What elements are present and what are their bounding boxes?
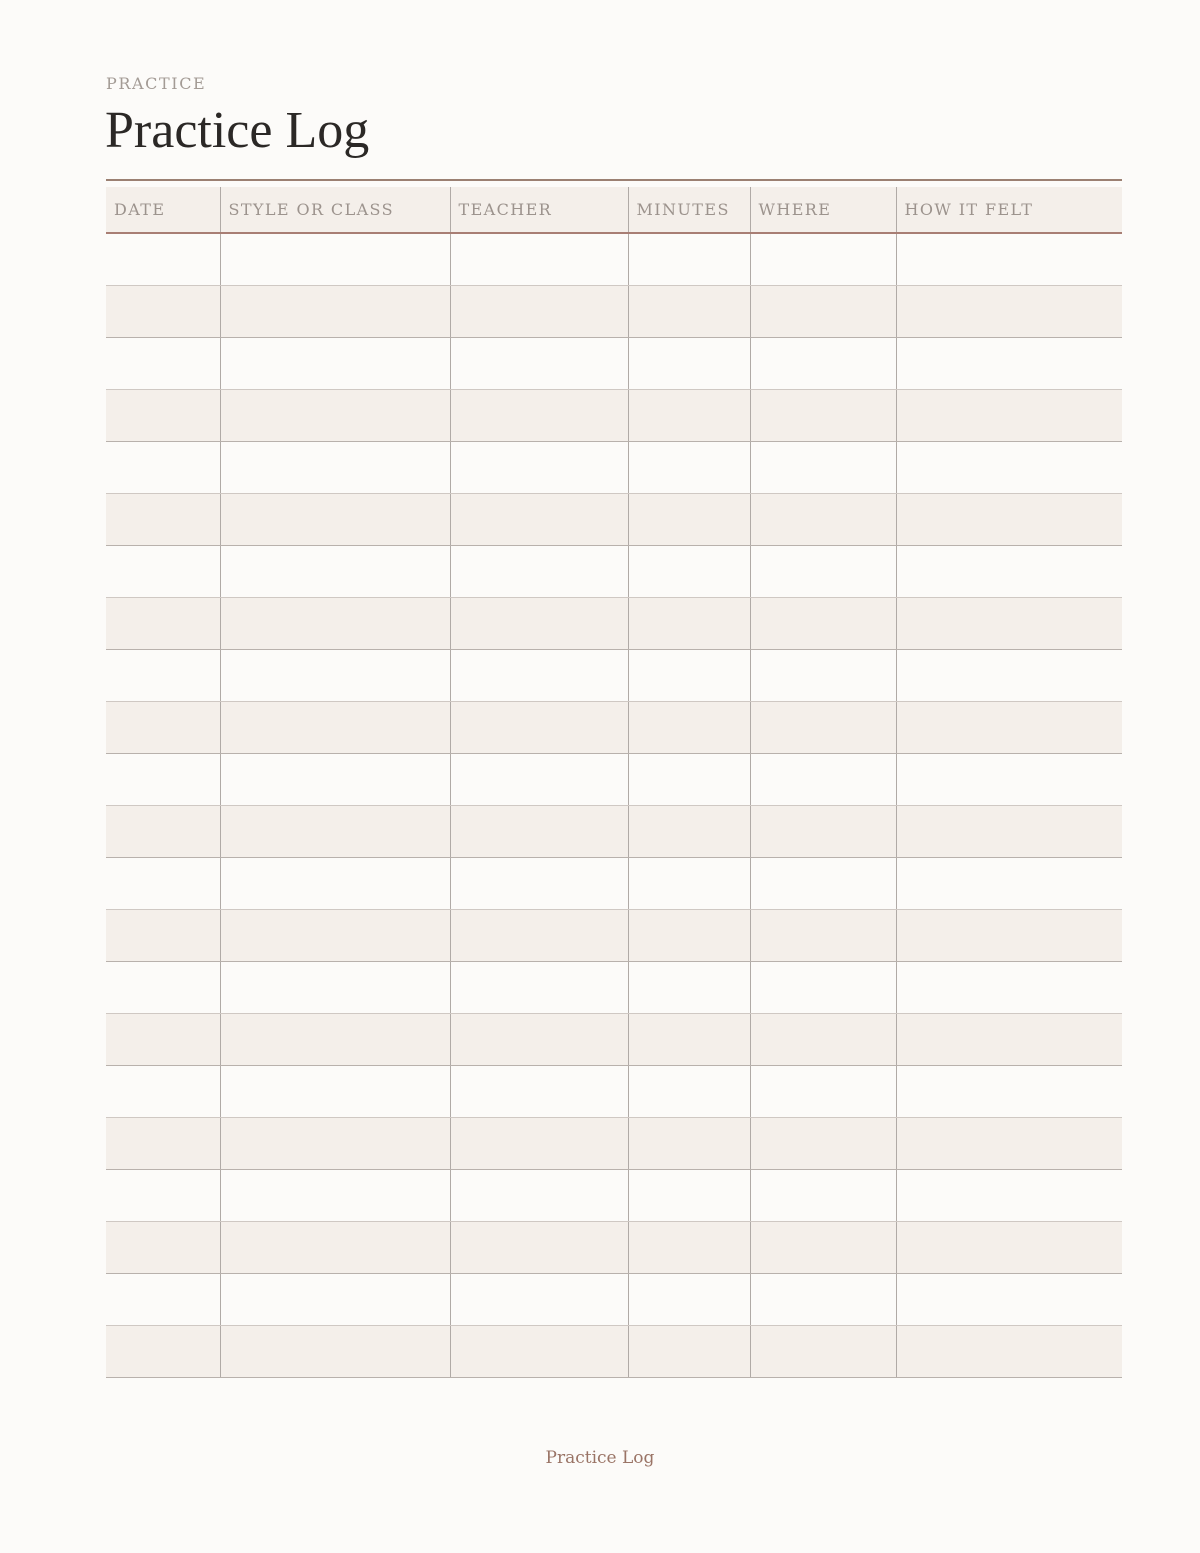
cell-style-or-class[interactable] bbox=[220, 597, 450, 649]
table-row bbox=[106, 441, 1122, 493]
cell-how-it-felt[interactable] bbox=[896, 857, 1122, 909]
cell-style-or-class[interactable] bbox=[220, 701, 450, 753]
cell-minutes[interactable] bbox=[628, 545, 750, 597]
practice-log-table bbox=[106, 187, 1122, 1378]
cell-minutes[interactable] bbox=[628, 597, 750, 649]
cell-teacher[interactable] bbox=[450, 597, 628, 649]
cell-date[interactable] bbox=[106, 1221, 220, 1273]
cell-teacher[interactable] bbox=[450, 1117, 628, 1169]
cell-date[interactable] bbox=[106, 701, 220, 753]
cell-teacher[interactable] bbox=[450, 1013, 628, 1065]
cell-minutes[interactable] bbox=[628, 1013, 750, 1065]
cell-how-it-felt[interactable] bbox=[896, 233, 1122, 285]
cell-where[interactable] bbox=[750, 545, 896, 597]
cell-how-it-felt[interactable] bbox=[896, 909, 1122, 961]
cell-where[interactable] bbox=[750, 1325, 896, 1377]
table-row bbox=[106, 753, 1122, 805]
cell-where[interactable] bbox=[750, 493, 896, 545]
cell-date[interactable] bbox=[106, 337, 220, 389]
cell-where[interactable] bbox=[750, 1221, 896, 1273]
cell-style-or-class[interactable] bbox=[220, 805, 450, 857]
cell-teacher[interactable] bbox=[450, 1065, 628, 1117]
table-row bbox=[106, 857, 1122, 909]
cell-minutes[interactable] bbox=[628, 701, 750, 753]
cell-how-it-felt[interactable] bbox=[896, 1065, 1122, 1117]
cell-how-it-felt[interactable] bbox=[896, 389, 1122, 441]
cell-where[interactable] bbox=[750, 753, 896, 805]
cell-minutes[interactable] bbox=[628, 1065, 750, 1117]
cell-how-it-felt[interactable] bbox=[896, 1273, 1122, 1325]
cell-date[interactable] bbox=[106, 857, 220, 909]
cell-style-or-class[interactable] bbox=[220, 545, 450, 597]
cell-where[interactable] bbox=[750, 597, 896, 649]
cell-where[interactable] bbox=[750, 1117, 896, 1169]
cell-style-or-class[interactable] bbox=[220, 1273, 450, 1325]
table-row bbox=[106, 233, 1122, 285]
cell-teacher[interactable] bbox=[450, 493, 628, 545]
table-header-row bbox=[106, 187, 1122, 233]
table-row bbox=[106, 1013, 1122, 1065]
cell-style-or-class[interactable] bbox=[220, 649, 450, 701]
cell-date[interactable] bbox=[106, 1065, 220, 1117]
cell-how-it-felt[interactable] bbox=[896, 285, 1122, 337]
table-row bbox=[106, 597, 1122, 649]
cell-teacher[interactable] bbox=[450, 701, 628, 753]
table-row bbox=[106, 337, 1122, 389]
cell-how-it-felt[interactable] bbox=[896, 337, 1122, 389]
table-row bbox=[106, 1169, 1122, 1221]
cell-how-it-felt[interactable] bbox=[896, 1117, 1122, 1169]
table-row bbox=[106, 1117, 1122, 1169]
cell-teacher[interactable] bbox=[450, 233, 628, 285]
cell-how-it-felt[interactable] bbox=[896, 441, 1122, 493]
cell-minutes[interactable] bbox=[628, 337, 750, 389]
cell-date[interactable] bbox=[106, 285, 220, 337]
cell-style-or-class[interactable] bbox=[220, 909, 450, 961]
table-row bbox=[106, 389, 1122, 441]
cell-how-it-felt[interactable] bbox=[896, 597, 1122, 649]
cell-style-or-class[interactable] bbox=[220, 441, 450, 493]
page-title: Practice Log bbox=[105, 102, 370, 159]
cell-teacher[interactable] bbox=[450, 753, 628, 805]
cell-date[interactable] bbox=[106, 1169, 220, 1221]
column-header-where: WHERE bbox=[750, 187, 896, 233]
column-header-teacher: TEACHER bbox=[450, 187, 628, 233]
cell-style-or-class[interactable] bbox=[220, 1013, 450, 1065]
cell-minutes[interactable] bbox=[628, 1169, 750, 1221]
cell-where[interactable] bbox=[750, 1013, 896, 1065]
cell-style-or-class[interactable] bbox=[220, 1169, 450, 1221]
cell-date[interactable] bbox=[106, 493, 220, 545]
cell-teacher[interactable] bbox=[450, 1221, 628, 1273]
table-row bbox=[106, 545, 1122, 597]
table-header bbox=[106, 187, 1122, 233]
cell-teacher[interactable] bbox=[450, 961, 628, 1013]
cell-teacher[interactable] bbox=[450, 649, 628, 701]
cell-date[interactable] bbox=[106, 1325, 220, 1377]
cell-teacher[interactable] bbox=[450, 1273, 628, 1325]
cell-style-or-class[interactable] bbox=[220, 857, 450, 909]
cell-teacher[interactable] bbox=[450, 857, 628, 909]
cell-date[interactable] bbox=[106, 753, 220, 805]
table-row bbox=[106, 1221, 1122, 1273]
cell-style-or-class[interactable] bbox=[220, 1065, 450, 1117]
cell-where[interactable] bbox=[750, 1273, 896, 1325]
cell-date[interactable] bbox=[106, 1117, 220, 1169]
cell-teacher[interactable] bbox=[450, 337, 628, 389]
cell-date[interactable] bbox=[106, 649, 220, 701]
cell-where[interactable] bbox=[750, 285, 896, 337]
cell-where[interactable] bbox=[750, 805, 896, 857]
cell-style-or-class[interactable] bbox=[220, 493, 450, 545]
cell-teacher[interactable] bbox=[450, 1325, 628, 1377]
cell-how-it-felt[interactable] bbox=[896, 1013, 1122, 1065]
table-row bbox=[106, 805, 1122, 857]
cell-how-it-felt[interactable] bbox=[896, 545, 1122, 597]
cell-where[interactable] bbox=[750, 909, 896, 961]
cell-style-or-class[interactable] bbox=[220, 1221, 450, 1273]
cell-where[interactable] bbox=[750, 857, 896, 909]
cell-minutes[interactable] bbox=[628, 233, 750, 285]
cell-teacher[interactable] bbox=[450, 441, 628, 493]
cell-how-it-felt[interactable] bbox=[896, 649, 1122, 701]
cell-style-or-class[interactable] bbox=[220, 233, 450, 285]
title-divider bbox=[106, 179, 1122, 181]
cell-style-or-class[interactable] bbox=[220, 1325, 450, 1377]
table-row bbox=[106, 701, 1122, 753]
cell-date[interactable] bbox=[106, 1273, 220, 1325]
table-row bbox=[106, 909, 1122, 961]
table-row bbox=[106, 1065, 1122, 1117]
cell-style-or-class[interactable] bbox=[220, 285, 450, 337]
cell-where[interactable] bbox=[750, 441, 896, 493]
cell-minutes[interactable] bbox=[628, 753, 750, 805]
cell-minutes[interactable] bbox=[628, 493, 750, 545]
cell-how-it-felt[interactable] bbox=[896, 753, 1122, 805]
cell-where[interactable] bbox=[750, 1169, 896, 1221]
table-row bbox=[106, 1325, 1122, 1377]
cell-minutes[interactable] bbox=[628, 389, 750, 441]
cell-teacher[interactable] bbox=[450, 285, 628, 337]
cell-date[interactable] bbox=[106, 805, 220, 857]
cell-teacher[interactable] bbox=[450, 545, 628, 597]
cell-teacher[interactable] bbox=[450, 1169, 628, 1221]
page-footer: Practice Log bbox=[545, 1448, 655, 1468]
cell-minutes[interactable] bbox=[628, 1273, 750, 1325]
table-row bbox=[106, 1273, 1122, 1325]
cell-minutes[interactable] bbox=[628, 805, 750, 857]
cell-style-or-class[interactable] bbox=[220, 337, 450, 389]
column-header-style-or-class: STYLE OR CLASS bbox=[220, 187, 450, 233]
cell-how-it-felt[interactable] bbox=[896, 1221, 1122, 1273]
cell-teacher[interactable] bbox=[450, 805, 628, 857]
cell-date[interactable] bbox=[106, 233, 220, 285]
cell-minutes[interactable] bbox=[628, 1325, 750, 1377]
cell-style-or-class[interactable] bbox=[220, 961, 450, 1013]
table-row bbox=[106, 649, 1122, 701]
cell-style-or-class[interactable] bbox=[220, 389, 450, 441]
cell-date[interactable] bbox=[106, 441, 220, 493]
cell-where[interactable] bbox=[750, 337, 896, 389]
cell-minutes[interactable] bbox=[628, 1117, 750, 1169]
cell-date[interactable] bbox=[106, 545, 220, 597]
column-header-date: DATE bbox=[106, 187, 220, 233]
cell-how-it-felt[interactable] bbox=[896, 701, 1122, 753]
cell-how-it-felt[interactable] bbox=[896, 493, 1122, 545]
cell-how-it-felt[interactable] bbox=[896, 961, 1122, 1013]
cell-minutes[interactable] bbox=[628, 441, 750, 493]
cell-where[interactable] bbox=[750, 1065, 896, 1117]
table-row bbox=[106, 493, 1122, 545]
cell-how-it-felt[interactable] bbox=[896, 805, 1122, 857]
cell-minutes[interactable] bbox=[628, 961, 750, 1013]
table-body bbox=[106, 233, 1122, 1377]
cell-where[interactable] bbox=[750, 961, 896, 1013]
cell-style-or-class[interactable] bbox=[220, 1117, 450, 1169]
table-row bbox=[106, 285, 1122, 337]
cell-where[interactable] bbox=[750, 233, 896, 285]
cell-where[interactable] bbox=[750, 701, 896, 753]
cell-date[interactable] bbox=[106, 961, 220, 1013]
cell-minutes[interactable] bbox=[628, 649, 750, 701]
cell-date[interactable] bbox=[106, 909, 220, 961]
cell-how-it-felt[interactable] bbox=[896, 1325, 1122, 1377]
cell-teacher[interactable] bbox=[450, 389, 628, 441]
cell-minutes[interactable] bbox=[628, 285, 750, 337]
cell-date[interactable] bbox=[106, 1013, 220, 1065]
cell-how-it-felt[interactable] bbox=[896, 1169, 1122, 1221]
table-row bbox=[106, 961, 1122, 1013]
cell-minutes[interactable] bbox=[628, 909, 750, 961]
cell-minutes[interactable] bbox=[628, 1221, 750, 1273]
cell-teacher[interactable] bbox=[450, 909, 628, 961]
cell-style-or-class[interactable] bbox=[220, 753, 450, 805]
column-header-minutes: MINUTES bbox=[628, 187, 750, 233]
cell-where[interactable] bbox=[750, 389, 896, 441]
column-header-how-it-felt: HOW IT FELT bbox=[896, 187, 1122, 233]
cell-minutes[interactable] bbox=[628, 857, 750, 909]
page-eyebrow: PRACTICE bbox=[106, 74, 207, 93]
cell-date[interactable] bbox=[106, 389, 220, 441]
cell-where[interactable] bbox=[750, 649, 896, 701]
cell-date[interactable] bbox=[106, 597, 220, 649]
